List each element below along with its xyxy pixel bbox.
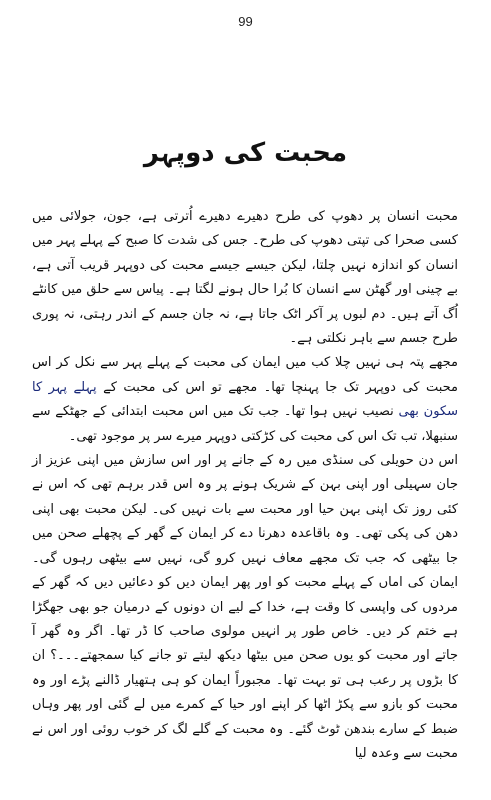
chapter-title: محبت کی دوپہر <box>143 138 348 168</box>
paragraph-2-after: نصیب نہیں ہوا تھا۔ جب تک میں اس محبت ابتدائی کے جھٹکے سے سنبھلا، تب تک اس کی محبت کی کڑکتی دوپہر میرے سر پر موجود تھی۔ <box>32 404 458 444</box>
paragraph-2 <box>32 351 458 449</box>
page-number: 99 <box>238 14 253 29</box>
paragraph-3: اس دن حویلی کی سنڈی میں رہ کے جانے پر اور اس سازش میں اپنی عزیز از جان سہیلی اور اپنی بہن کے شریک ہونے پر وہ اس قدر برہم تھی کہ اس نے کئی روز تک اپنی بہن حیا اور محبت سے بات نہیں کی۔ لیکن محبت بھی اپنی دھن کی پکی تھی۔ وہ باقاعدہ دھرنا دے کر ایمان کے گھر کے پچھلے صحن میں جا بیٹھی کہ جب تک مجھے معاف نہیں کرو گی، نہیں سے بیٹھی رہوں گی۔ ایمان کی اماں کے پہلے محبت کو اور پھر ایمان دیں کو دعائیں دیں کہ گھر کے مردوں کی واپسی کا وقت ہے، خدا کے لیے ان دونوں کے درمیان جو بھی جھگڑا ہے ختم کر دیں۔ خاص طور پر انہیں مولوی صاحب کا ڈر تھا۔ اگر وہ گھر آ جاتے اور محبت کو یوں صحن میں بیٹھا دیکھ لیتے تو جانے کیا سمجھتے۔۔۔؟ ان کا بڑوں پر رعب ہی تو بہت تھا۔ مجبوراً ایمان کو ہی ہتھیار ڈالنے پڑے اور وہ محبت کو بازو سے پکڑ اٹھا کر اپنے اور حیا کے کمرے میں لے گئی اور پھر وہاں ضبط کے سارے بندھن ٹوٹ گئے۔ وہ محبت کے گلے لگ کر خوب روئی اور اس نے محبت سے وعدہ لیا <box>32 453 458 761</box>
body-text <box>32 205 458 766</box>
paragraph-1: محبت انسان پر دھوپ کی طرح دھیرے دھیرے اُترتی ہے، جون، جولائی میں کسی صحرا کی تپتی دھوپ کی طرح۔ جس کی شدت کا صبح کے پہلے پہر میں انسان کو اندازہ نہیں چلتا، لیکن جیسے جیسے محبت کی دوپہر قریب آتی ہے، بے چینی اور گھٹن سے انسان کا بُرا حال ہونے لگتا ہے۔ پیاس سے حلق میں کانٹے اُگ آتے ہیں۔ دم لبوں پر آکر اٹک جاتا ہے، نہ جان جسم کے اندر رہتی، نہ پوری طرح جسم سے باہر نکلتی ہے۔ <box>32 209 458 347</box>
highlighted-phrase: پہلے پہر کا سکون بھی <box>32 379 458 420</box>
paragraph-2-before: مجھے پتہ ہی نہیں چلا کب میں ایمان کی محبت کے پہلے پہر سے نکل کر اس محبت کی دوپہر تک جا پہنچا تھا۔ مجھے تو اس کی محبت کے <box>32 355 458 395</box>
